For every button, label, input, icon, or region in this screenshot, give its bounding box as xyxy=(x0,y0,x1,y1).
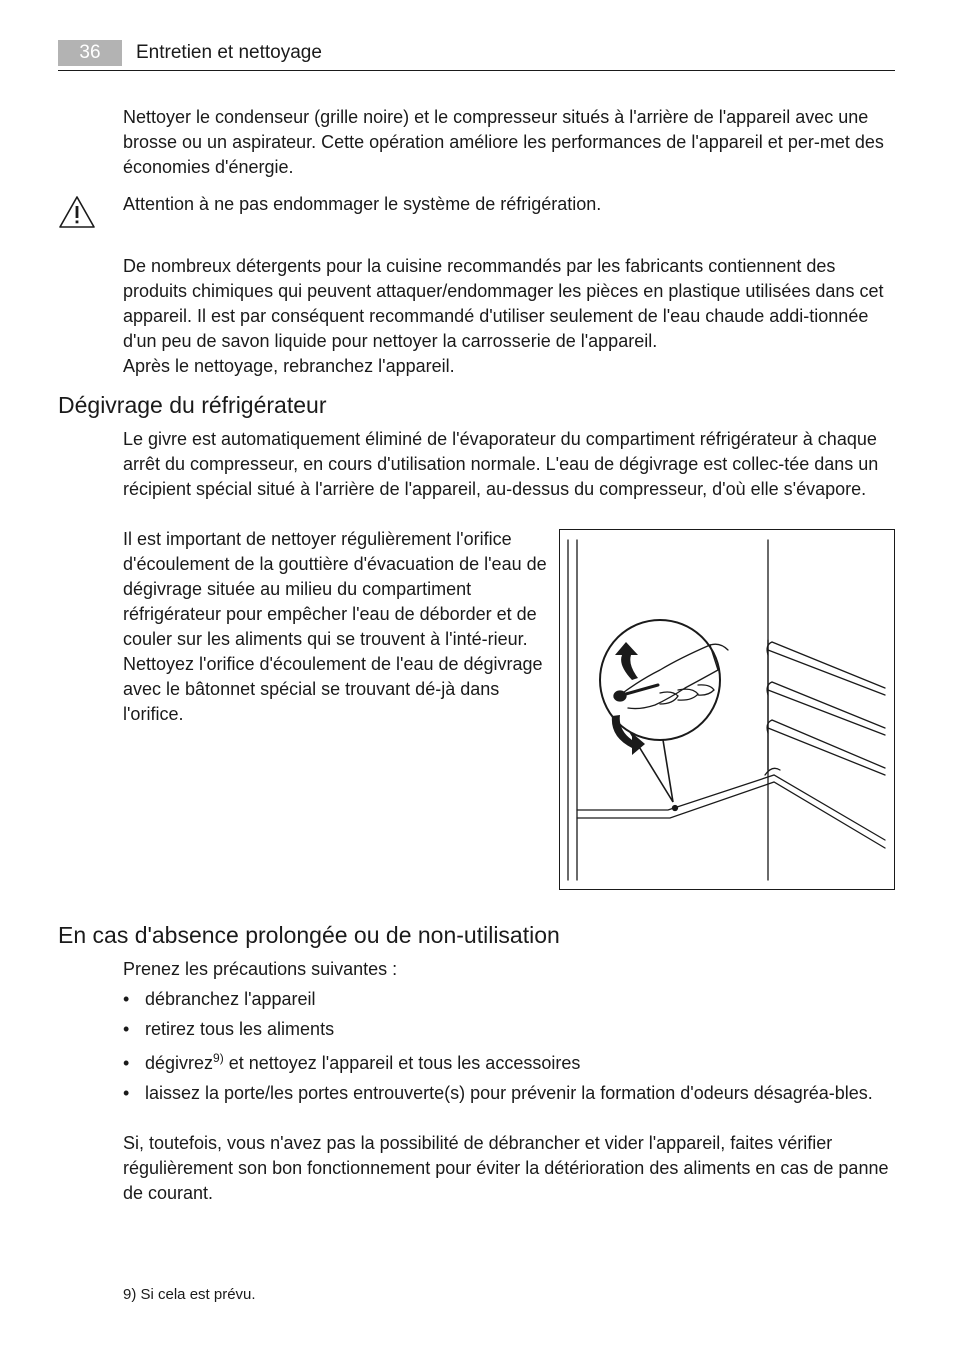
list-item xyxy=(123,987,895,1012)
warning-text: Attention à ne pas endommager le système de réfrigération. xyxy=(123,194,602,214)
list-item xyxy=(123,1051,895,1076)
list-item-text: et nettoyez l'appareil et tous les accessoires xyxy=(223,1053,581,1073)
reconnect-paragraph: Après le nettoyage, rebranchez l'appareil. xyxy=(123,356,455,376)
header-divider xyxy=(58,70,895,71)
list-item-text: dégivrez xyxy=(145,1053,214,1073)
defrost-paragraph-2: Il est important de nettoyer régulièrement l'orifice d'écoulement de la gouttière d'évacuation de l'eau de dégivrage située au milieu du compartiment réfrigérateur pour empêcher l'eau de déborder et de couler sur les aliments qui se trouvent à l'inté-rieur. Nettoyez l'orifice d'écoulement de l'eau de dégivrage avec le bâtonnet spécial se trouvant dé-jà dans l'orifice. xyxy=(123,529,547,724)
bullet: • xyxy=(123,1019,130,1039)
bullet: • xyxy=(123,989,130,1009)
defrost-heading: Dégivrage du réfrigérateur xyxy=(58,392,327,418)
footnote-reference: 9) xyxy=(213,1051,224,1065)
list-item-text: débranchez l'appareil xyxy=(145,989,316,1009)
absence-intro: Prenez les précautions suivantes : xyxy=(123,959,398,979)
defrost-paragraph-1: Le givre est automatiquement éliminé de l'évaporateur du compartiment réfrigérateur à chaque arrêt du compresseur, en cours d'utilisation normale. L'eau de dégivrage est collec-tée dans un récipient spécial situé à l'arrière de l'appareil, au-dessus du compresseur, d'où elle s'évapore. xyxy=(123,429,879,499)
section-title: Entretien et nettoyage xyxy=(136,42,322,63)
defrost-illustration xyxy=(559,529,895,890)
bullet: • xyxy=(123,1053,130,1073)
precautions-list xyxy=(123,987,895,1111)
list-item-text: retirez tous les aliments xyxy=(145,1019,335,1039)
detergent-paragraph: De nombreux détergents pour la cuisine recommandés par les fabricants contiennent des produits chimiques qui peuvent attaquer/endommager les pièces en plastique utilisées dans cet appareil. Il est par conséquent recommandé d'utiliser seulement de l'eau chaude addi-tionnée d'un peu de savon liquide pour nettoyer la carrosserie de l'appareil. xyxy=(123,256,884,351)
drain-hole-drawing xyxy=(560,530,894,889)
absence-heading: En cas d'absence prolongée ou de non-utilisation xyxy=(58,922,560,948)
list-item xyxy=(123,1081,895,1106)
intro-paragraph: Nettoyer le condenseur (grille noire) et le compresseur situés à l'arrière de l'appareil avec une brosse ou un aspirateur. Cette opération améliore les performances de l'appareil et per-met des économies d'énergie. xyxy=(123,107,884,177)
warning-triangle-icon xyxy=(58,195,96,229)
list-item-text: laissez la porte/les portes entrouverte(s) pour prévenir la formation d'odeurs désagréa-bles. xyxy=(145,1083,873,1103)
list-item xyxy=(123,1017,895,1042)
absence-outro: Si, toutefois, vous n'avez pas la possibilité de débrancher et vider l'appareil, faites vérifier régulièrement son bon fonctionnement pour éviter la détérioration des aliments en cas de panne de courant. xyxy=(123,1133,889,1203)
page-number: 36 xyxy=(58,40,122,66)
bullet: • xyxy=(123,1083,130,1103)
footnote: 9) Si cela est prévu. xyxy=(123,1286,256,1303)
